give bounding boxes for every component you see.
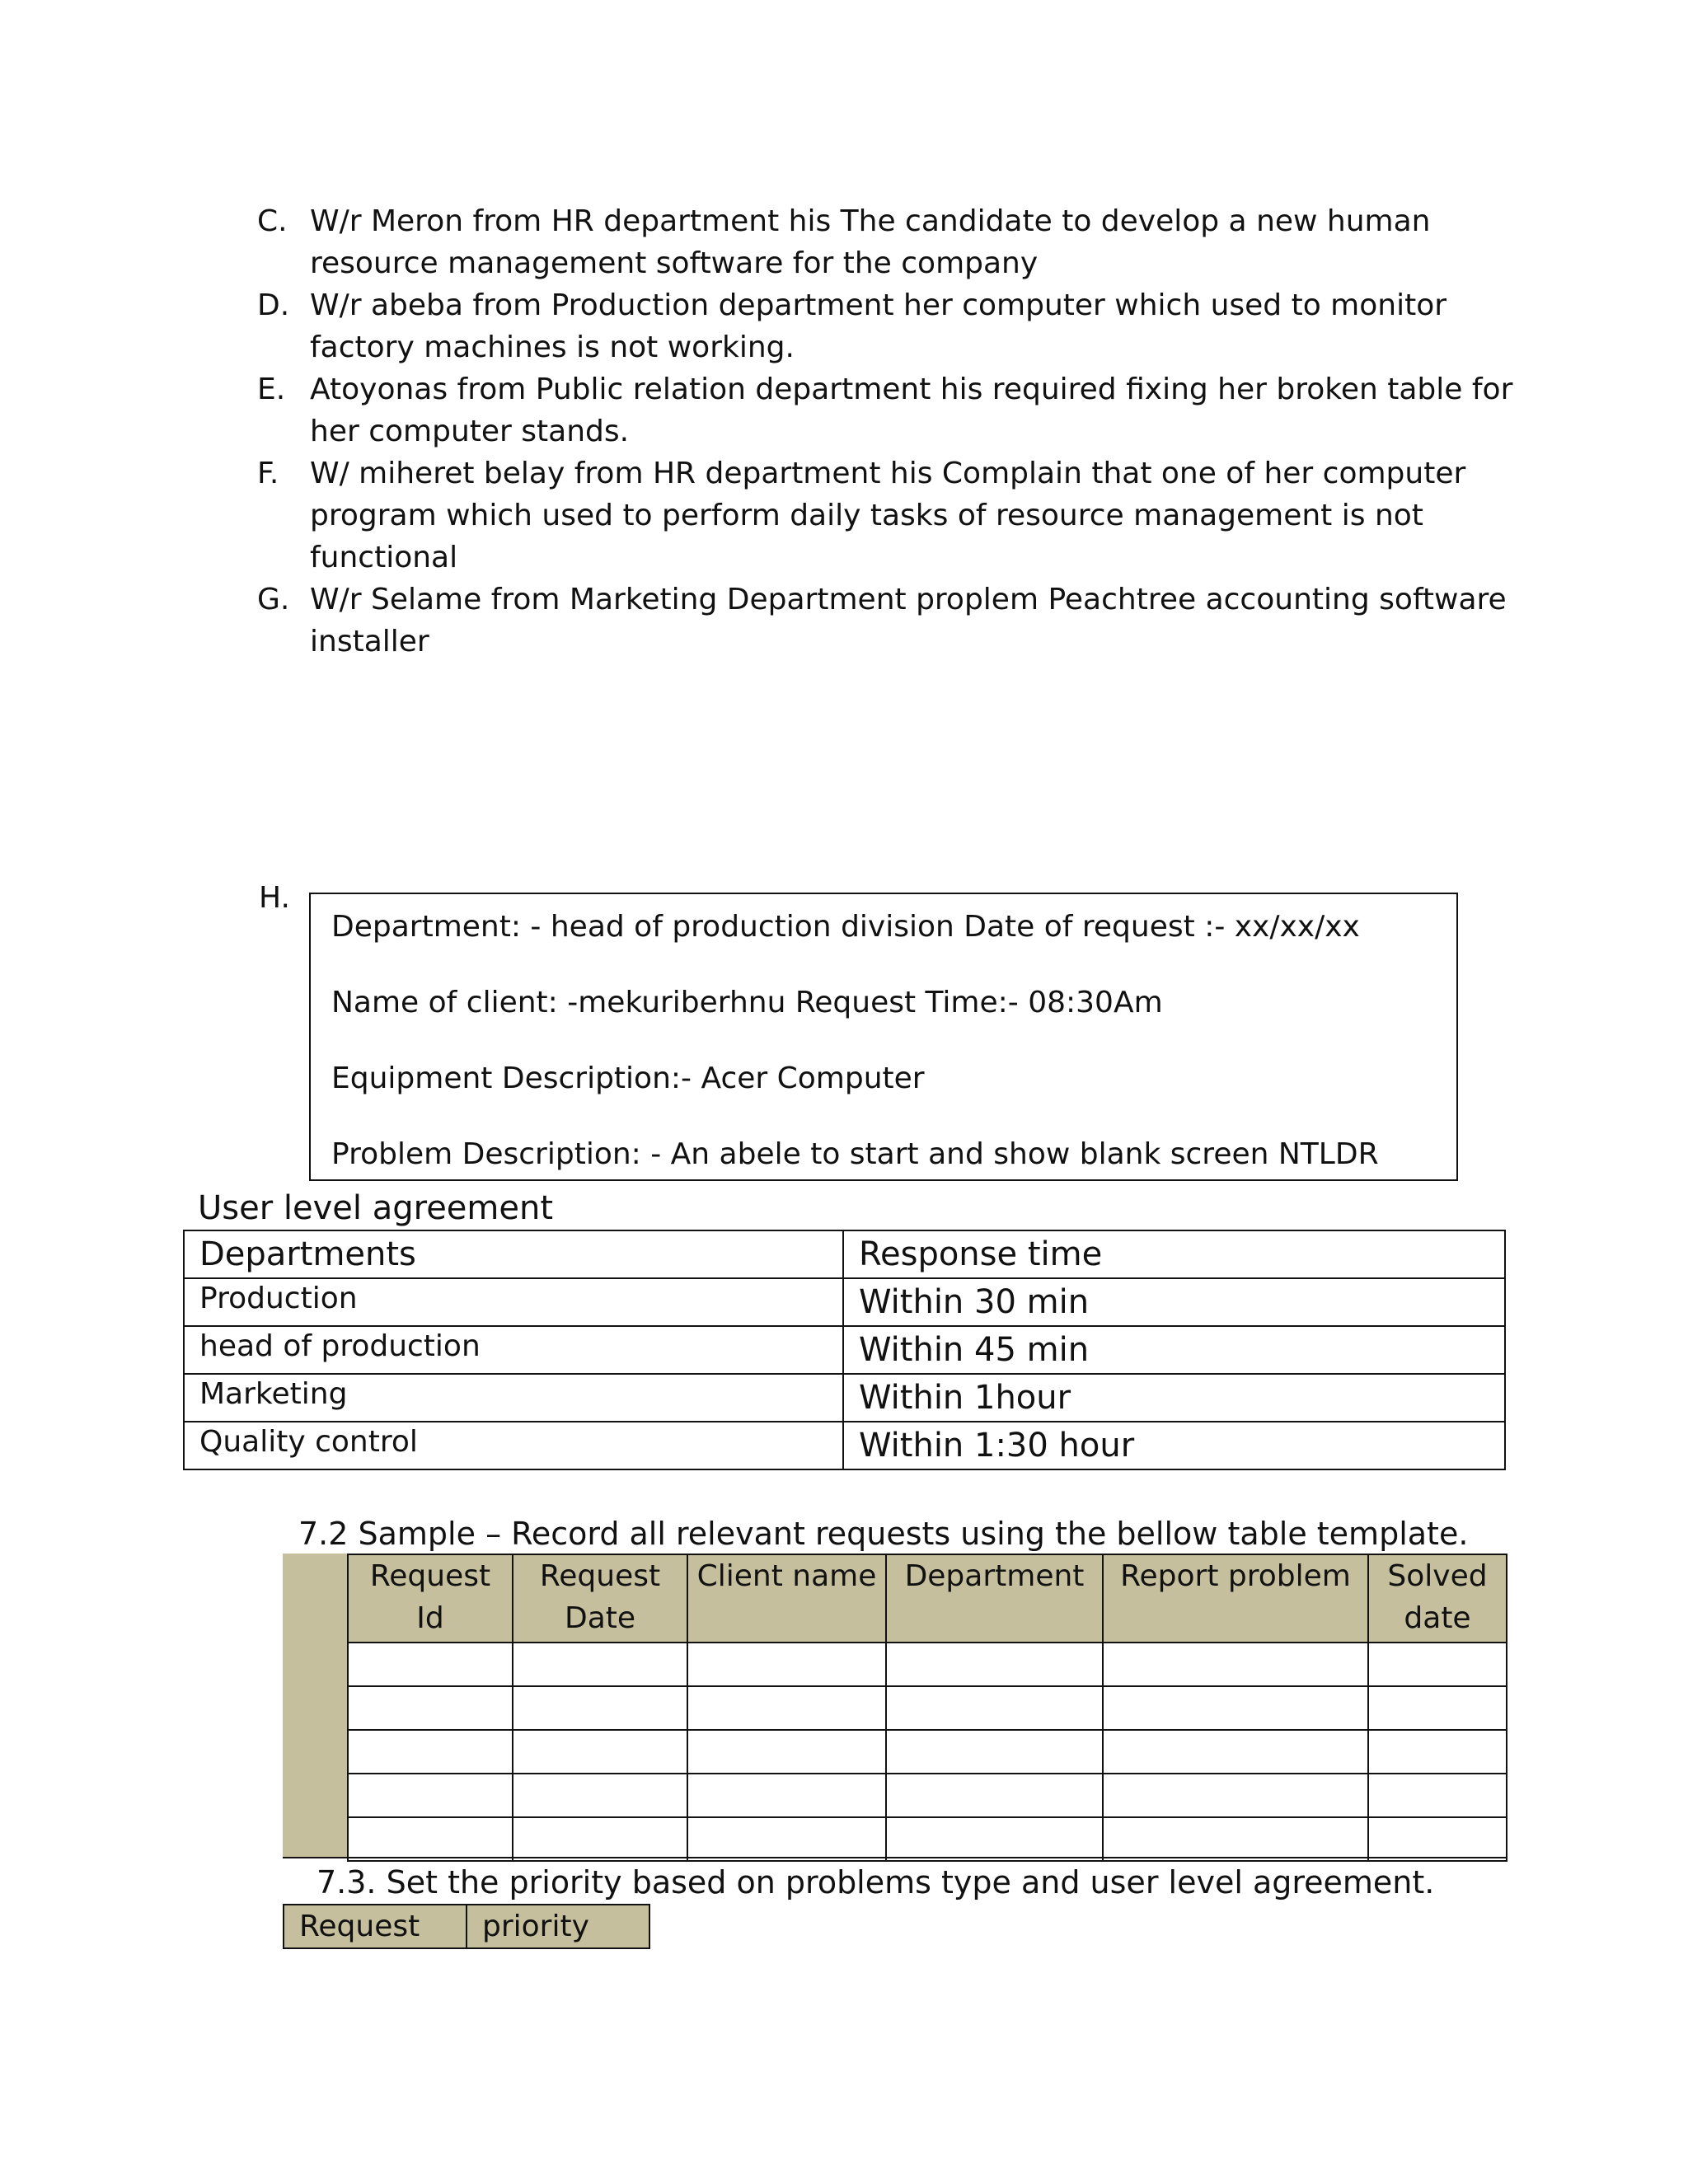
item-marker: E.	[257, 373, 286, 406]
item-line: resource management software for the company	[310, 246, 1039, 280]
section-7-2-heading: 7.2 Sample – Record all relevant requests using the bellow table template.	[298, 1516, 1469, 1552]
request-record-table	[347, 1554, 1507, 1862]
table-row	[348, 1817, 1507, 1861]
item-line: W/r Selame from Marketing Department proplem Peachtree accounting software	[310, 583, 1507, 616]
item-line: W/r abeba from Production department her computer which used to monitor	[310, 288, 1447, 322]
empty-cell	[687, 1817, 886, 1861]
empty-cell	[1368, 1817, 1507, 1861]
request-form-box	[309, 893, 1458, 1181]
empty-cell	[687, 1686, 886, 1730]
empty-cell	[687, 1730, 886, 1774]
empty-cell	[348, 1686, 513, 1730]
item-marker: G.	[257, 583, 290, 616]
header-response-time: Response time	[843, 1230, 1505, 1278]
department-line: Department: - head of production division Date of request :- xx/xx/xx	[331, 910, 1360, 944]
table-row	[184, 1422, 1505, 1469]
item-line: installer	[310, 625, 429, 658]
response-time-cell: Within 45 min	[843, 1326, 1505, 1374]
empty-cell	[1103, 1774, 1368, 1817]
user-level-agreement-table	[183, 1230, 1506, 1470]
empty-cell	[1368, 1643, 1507, 1686]
empty-cell	[886, 1730, 1103, 1774]
item-marker: D.	[257, 288, 290, 322]
item-line: her computer stands.	[310, 415, 630, 448]
empty-cell	[1368, 1774, 1507, 1817]
equipment-line: Equipment Description:- Acer Computer	[331, 1062, 925, 1095]
empty-cell	[513, 1774, 687, 1817]
table-row	[184, 1326, 1505, 1374]
item-line: W/ miheret belay from HR department his Complain that one of her computer	[310, 457, 1466, 490]
item-marker: F.	[257, 457, 279, 490]
table-shade-column	[283, 1554, 348, 1858]
table-row	[348, 1774, 1507, 1817]
table-bottom-rule	[283, 1857, 1506, 1858]
empty-cell	[687, 1774, 886, 1817]
response-time-cell: Within 1hour	[843, 1374, 1505, 1422]
item-line: program which used to perform daily tasks of resource management is not	[310, 499, 1423, 532]
empty-cell	[513, 1643, 687, 1686]
empty-cell	[886, 1686, 1103, 1730]
header-request: Request	[284, 1905, 467, 1948]
problem-line: Problem Description: - An abele to start and show blank screen NTLDR	[331, 1137, 1379, 1171]
item-f	[257, 452, 1502, 579]
header-priority: priority	[467, 1905, 649, 1948]
table-row	[184, 1374, 1505, 1422]
item-e	[257, 368, 1513, 452]
empty-cell	[1103, 1817, 1368, 1861]
table-row	[348, 1643, 1507, 1686]
empty-cell	[687, 1643, 886, 1686]
empty-cell	[348, 1730, 513, 1774]
response-time-cell: Within 1:30 hour	[843, 1422, 1505, 1469]
item-line: Atoyonas from Public relation department his required fixing her broken table for	[310, 373, 1513, 406]
department-cell: Quality control	[184, 1422, 843, 1469]
table-header-row	[348, 1554, 1507, 1643]
empty-cell	[886, 1643, 1103, 1686]
empty-cell	[1103, 1730, 1368, 1774]
header-department: Department	[886, 1554, 1103, 1643]
empty-cell	[1103, 1643, 1368, 1686]
table-row	[184, 1278, 1505, 1326]
item-d	[257, 284, 1502, 368]
empty-cell	[348, 1774, 513, 1817]
item-h-marker: H.	[259, 881, 290, 915]
client-line: Name of client: -mekuriberhnu Request Time:- 08:30Am	[331, 986, 1163, 1019]
response-time-cell: Within 30 min	[843, 1278, 1505, 1326]
empty-cell	[1368, 1730, 1507, 1774]
header-request-id: Request Id	[348, 1554, 513, 1643]
header-solved-date: Solved date	[1368, 1554, 1507, 1643]
header-report-problem: Report problem	[1103, 1554, 1368, 1643]
table-row	[348, 1686, 1507, 1730]
department-cell: Production	[184, 1278, 843, 1326]
item-line: W/r Meron from HR department his The candidate to develop a new human	[310, 204, 1431, 238]
ula-title: User level agreement	[198, 1189, 554, 1227]
header-departments: Departments	[184, 1230, 843, 1278]
header-client-name: Client name	[687, 1554, 886, 1643]
empty-cell	[1103, 1686, 1368, 1730]
department-cell: Marketing	[184, 1374, 843, 1422]
empty-cell	[886, 1817, 1103, 1861]
department-cell: head of production	[184, 1326, 843, 1374]
empty-cell	[513, 1730, 687, 1774]
empty-cell	[886, 1774, 1103, 1817]
empty-cell	[1368, 1686, 1507, 1730]
priority-table	[283, 1904, 650, 1949]
table-header-row	[184, 1230, 1505, 1278]
table-row	[348, 1730, 1507, 1774]
item-c	[257, 200, 1502, 284]
item-line: functional	[310, 541, 458, 574]
section-7-3-heading: 7.3. Set the priority based on problems type and user level agreement.	[316, 1864, 1435, 1900]
empty-cell	[513, 1686, 687, 1730]
empty-cell	[348, 1643, 513, 1686]
item-line: factory machines is not working.	[310, 330, 795, 364]
empty-cell	[348, 1817, 513, 1861]
item-marker: C.	[257, 204, 288, 238]
item-g	[257, 579, 1507, 663]
header-request-date: Request Date	[513, 1554, 687, 1643]
empty-cell	[513, 1817, 687, 1861]
table-header-row	[284, 1905, 649, 1948]
